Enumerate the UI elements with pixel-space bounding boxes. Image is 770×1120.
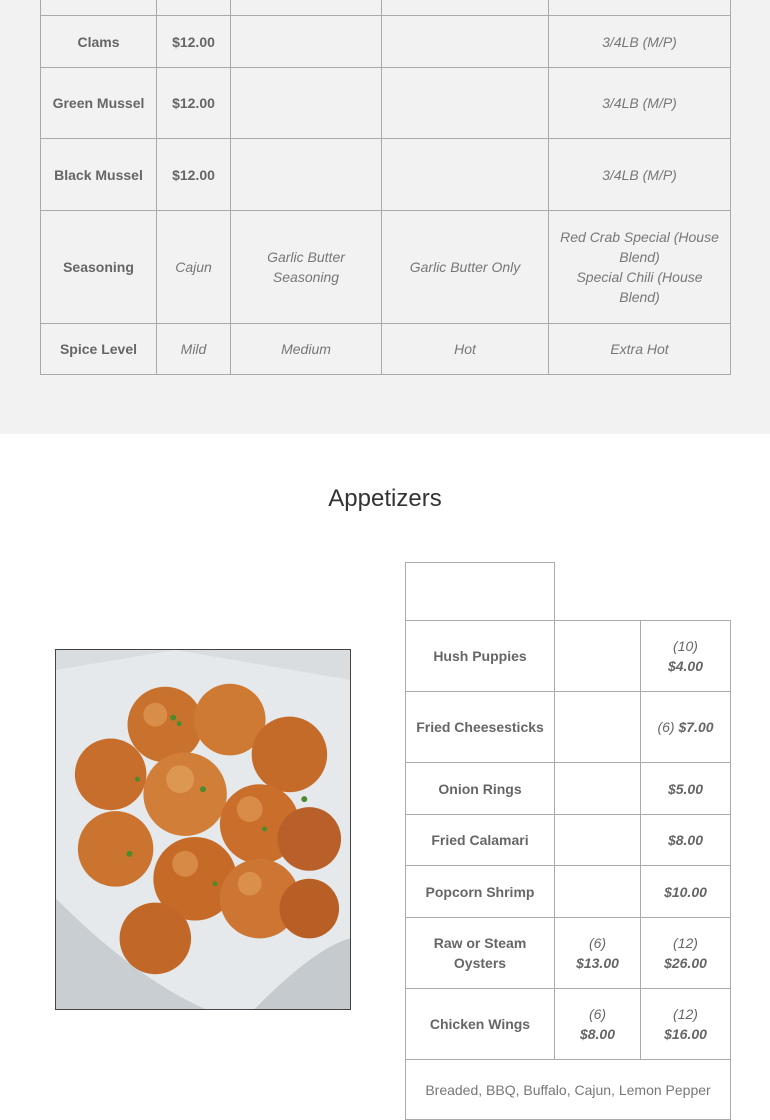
item-name: Clams <box>41 16 157 68</box>
price-small <box>555 763 641 815</box>
price-large: (12) $26.00 <box>641 918 731 989</box>
table-row <box>406 563 731 621</box>
seasoning-label: Seasoning <box>41 211 157 324</box>
spice-level-label: Spice Level <box>41 324 157 375</box>
spice-option: Extra Hot <box>549 324 731 375</box>
item-name: Raw or Steam Oysters <box>406 918 555 989</box>
item-name: Fried Cheesesticks <box>406 692 555 763</box>
seafood-section <box>0 0 770 434</box>
spice-option: Mild <box>157 324 231 375</box>
section-title: Appetizers <box>328 485 442 512</box>
price-large: (10) $4.00 <box>641 621 731 692</box>
price-small <box>555 692 641 763</box>
table-row <box>41 16 731 68</box>
price-large: $8.00 <box>641 815 731 866</box>
table-row <box>406 621 731 692</box>
price-small <box>555 621 641 692</box>
seasoning-option-special-chili: Special Chili (House Blend) <box>576 269 703 305</box>
item-note: 3/4LB (M/P) <box>549 68 731 139</box>
seasoning-option: Garlic Butter Seasoning <box>231 211 382 324</box>
item-name: Popcorn Shrimp <box>406 866 555 918</box>
table-row <box>406 918 731 989</box>
table-row <box>406 989 731 1060</box>
item-name: Onion Rings <box>406 763 555 815</box>
food-image <box>56 650 350 1009</box>
seafood-price-table <box>40 0 731 375</box>
hush-puppies-photo <box>55 649 351 1010</box>
price-small <box>555 866 641 918</box>
table-row <box>41 211 731 324</box>
spice-option: Hot <box>382 324 549 375</box>
item-name: Green Mussel <box>41 68 157 139</box>
price-large: (12) $16.00 <box>641 989 731 1060</box>
item-note: 3/4LB (M/P) <box>549 139 731 211</box>
table-row <box>41 0 731 16</box>
item-note: 3/4LB (M/P) <box>549 16 731 68</box>
item-price: $12.00 <box>157 139 231 211</box>
price-large: $5.00 <box>641 763 731 815</box>
table-row <box>406 692 731 763</box>
item-name: Fried Calamari <box>406 815 555 866</box>
item-name: Black Mussel <box>41 139 157 211</box>
table-row <box>406 815 731 866</box>
appetizers-price-table <box>405 562 731 1120</box>
seasoning-option <box>549 211 731 324</box>
item-name: Hush Puppies <box>406 621 555 692</box>
wing-flavors: Breaded, BBQ, Buffalo, Cajun, Lemon Pepper <box>406 1060 731 1120</box>
item-name: Chicken Wings <box>406 989 555 1060</box>
item-price: $12.00 <box>157 16 231 68</box>
price-small <box>555 815 641 866</box>
seasoning-option: Garlic Butter Only <box>382 211 549 324</box>
seasoning-option: Cajun <box>157 211 231 324</box>
price-small: (6) $8.00 <box>555 989 641 1060</box>
table-row <box>41 68 731 139</box>
table-row <box>406 763 731 815</box>
table-row <box>406 1060 731 1120</box>
table-row <box>41 139 731 211</box>
spice-option: Medium <box>231 324 382 375</box>
price-large: $10.00 <box>641 866 731 918</box>
table-row <box>41 324 731 375</box>
item-price: $12.00 <box>157 68 231 139</box>
price-small: (6) $13.00 <box>555 918 641 989</box>
seasoning-option-red-crab: Red Crab Special (House Blend) <box>560 229 719 265</box>
price-large: (6) $7.00 <box>641 692 731 763</box>
table-row <box>406 866 731 918</box>
